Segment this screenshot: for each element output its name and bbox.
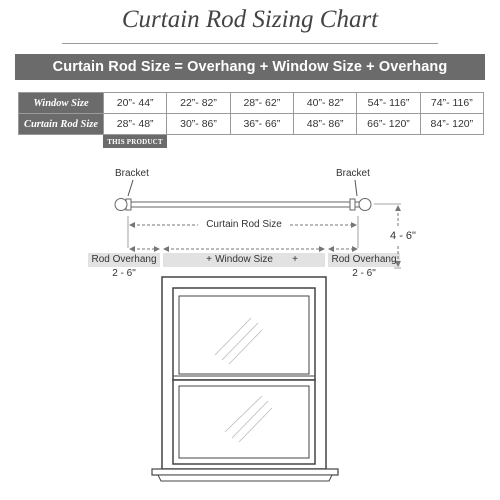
formula-banner: Curtain Rod Size = Overhang + Window Size + Overhang [15,54,485,80]
table-cell: 66”- 120” [357,114,420,135]
arrow-overhang-left-a [129,246,135,252]
window-apron [158,475,332,481]
bracket-right-label: Bracket [336,168,370,179]
arrow-overhang-right-a [328,246,334,252]
bracket-left-label: Bracket [115,168,149,179]
overhang-right-value: 2 - 6" [352,268,376,279]
plus-left: + [206,254,212,265]
arrow-overhang-right-b [352,246,358,252]
row-header-curtain-rod-size: Curtain Rod Size [19,114,104,135]
arrow-window-left [163,246,169,252]
table-cell: 54”- 116” [357,93,420,114]
bracket-left-pointer [128,180,133,196]
rod-overhang-left-label: Rod Overhang [91,254,157,265]
arrow-window-right [319,246,325,252]
bracket-right-pointer [355,180,357,196]
finial-right [359,199,371,211]
table-cell: 84”- 120” [420,114,483,135]
curtain-rod [128,202,360,207]
page-title: Curtain Rod Sizing Chart [121,6,379,33]
curtain-rod-size-label: Curtain Rod Size [206,219,282,230]
arrow-overhang-left-b [154,246,160,252]
window-upper-pane [179,296,309,374]
height-label: 4 - 6" [390,230,416,242]
arrow-height-top [395,205,401,211]
table-cell: 30”- 86” [167,114,230,135]
table-cell: 22”- 82” [167,93,230,114]
arrow-rod-left [129,222,135,228]
rod-overhang-right-label: Rod Overhang [331,254,397,265]
arrow-rod-right [351,222,357,228]
table-cell: 48”- 86” [293,114,356,135]
table-cell: 40”- 82” [293,93,356,114]
finial-left [115,199,127,211]
table-cell: 36”- 66” [230,114,293,135]
table-cell: 28”- 62” [230,93,293,114]
plus-right: + [292,254,298,265]
window-sill [152,469,338,475]
window-size-label: Window Size [215,254,273,265]
this-product-tag: THIS PRODUCT [103,135,167,148]
bracket-right [350,199,355,210]
row-header-window-size: Window Size [19,93,104,114]
table-cell: 20”- 44” [104,93,167,114]
overhang-left-value: 2 - 6" [112,268,136,279]
window-lower-pane [179,386,309,458]
table-cell: 74”- 116” [420,93,483,114]
table-cell: 28”- 48” [104,114,167,135]
